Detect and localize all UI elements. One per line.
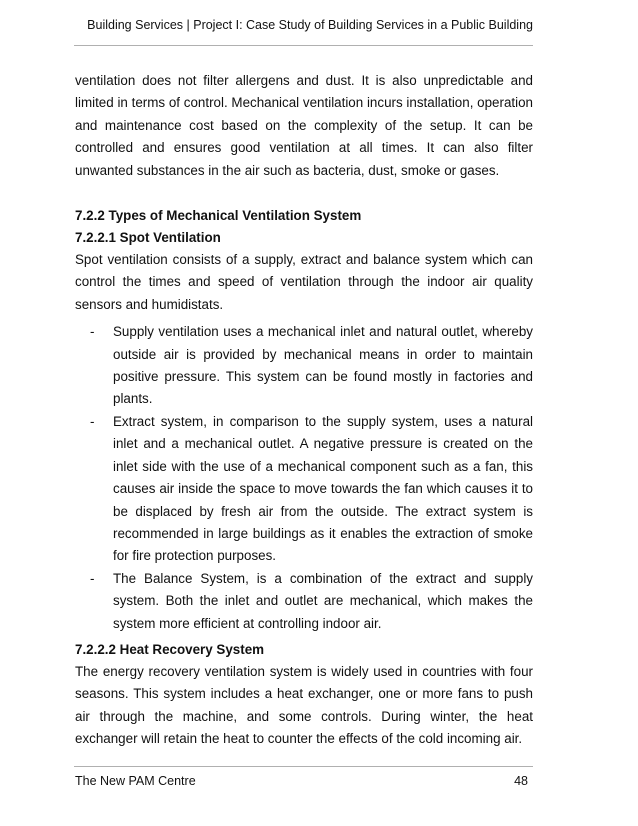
list-item-text: The Balance System, is a combination of the extract and supply system. Both the inlet and outlet are mechanical, which makes the system more efficient at controlling indoor air. [113, 570, 533, 631]
page-number: 48 [514, 774, 528, 788]
list-item-text: Extract system, in comparison to the supply system, uses a natural inlet and a mechanical outlet. A negative pressure is created on the inlet side with the use of a mechanical component such as a fan, this causes air inside the space to move towards the fan which causes it to be displaced by fresh air from the outside. The extract system is recommended in large buildings as it enables the extraction of smoke for fire protection purposes. [113, 413, 533, 564]
subsection-heading-heat-recovery: 7.2.2.2 Heat Recovery System [75, 641, 265, 657]
ventilation-types-list [75, 321, 533, 635]
footer-title: The New PAM Centre [75, 774, 196, 788]
footer-divider [74, 766, 533, 767]
list-item-text: Supply ventilation uses a mechanical inlet and natural outlet, whereby outside air is provided by mechanical means in order to maintain positive pressure. This system can be found mostly in factories and plants. [113, 324, 533, 407]
bullet-dash: - [90, 413, 95, 429]
spot-ventilation-paragraph: Spot ventilation consists of a supply, extract and balance system which can control the times and speed of ventilation through the indoor air quality sensors and humidistats. [75, 252, 533, 312]
header-divider [74, 45, 533, 46]
list-item [75, 568, 533, 635]
list-item [75, 321, 533, 411]
list-item [75, 411, 533, 568]
page-body [75, 70, 533, 751]
section-heading: 7.2.2 Types of Mechanical Ventilation System [75, 208, 362, 224]
intro-paragraph: ventilation does not filter allergens and dust. It is also unpredictable and limited in terms of control. Mechanical ventilation incurs installation, operation and maintenance cost based on the complexity of the setup. It can be controlled and ensures good ventilation at all times. It can also filter unwanted substances in the air such as bacteria, dust, smoke or gases. [75, 73, 533, 178]
heat-recovery-paragraph: The energy recovery ventilation system is widely used in countries with four seasons. This system includes a heat exchanger, one or more fans to push air through the machine, and some controls. During winter, the heat exchanger will retain the heat to counter the effects of the cold incoming air. [75, 663, 533, 747]
bullet-dash: - [90, 570, 95, 586]
page-header: Building Services | Project I: Case Study of Building Services in a Public Building [87, 18, 533, 32]
subsection-heading-spot-ventilation: 7.2.2.1 Spot Ventilation [75, 230, 221, 246]
bullet-dash: - [90, 324, 95, 340]
